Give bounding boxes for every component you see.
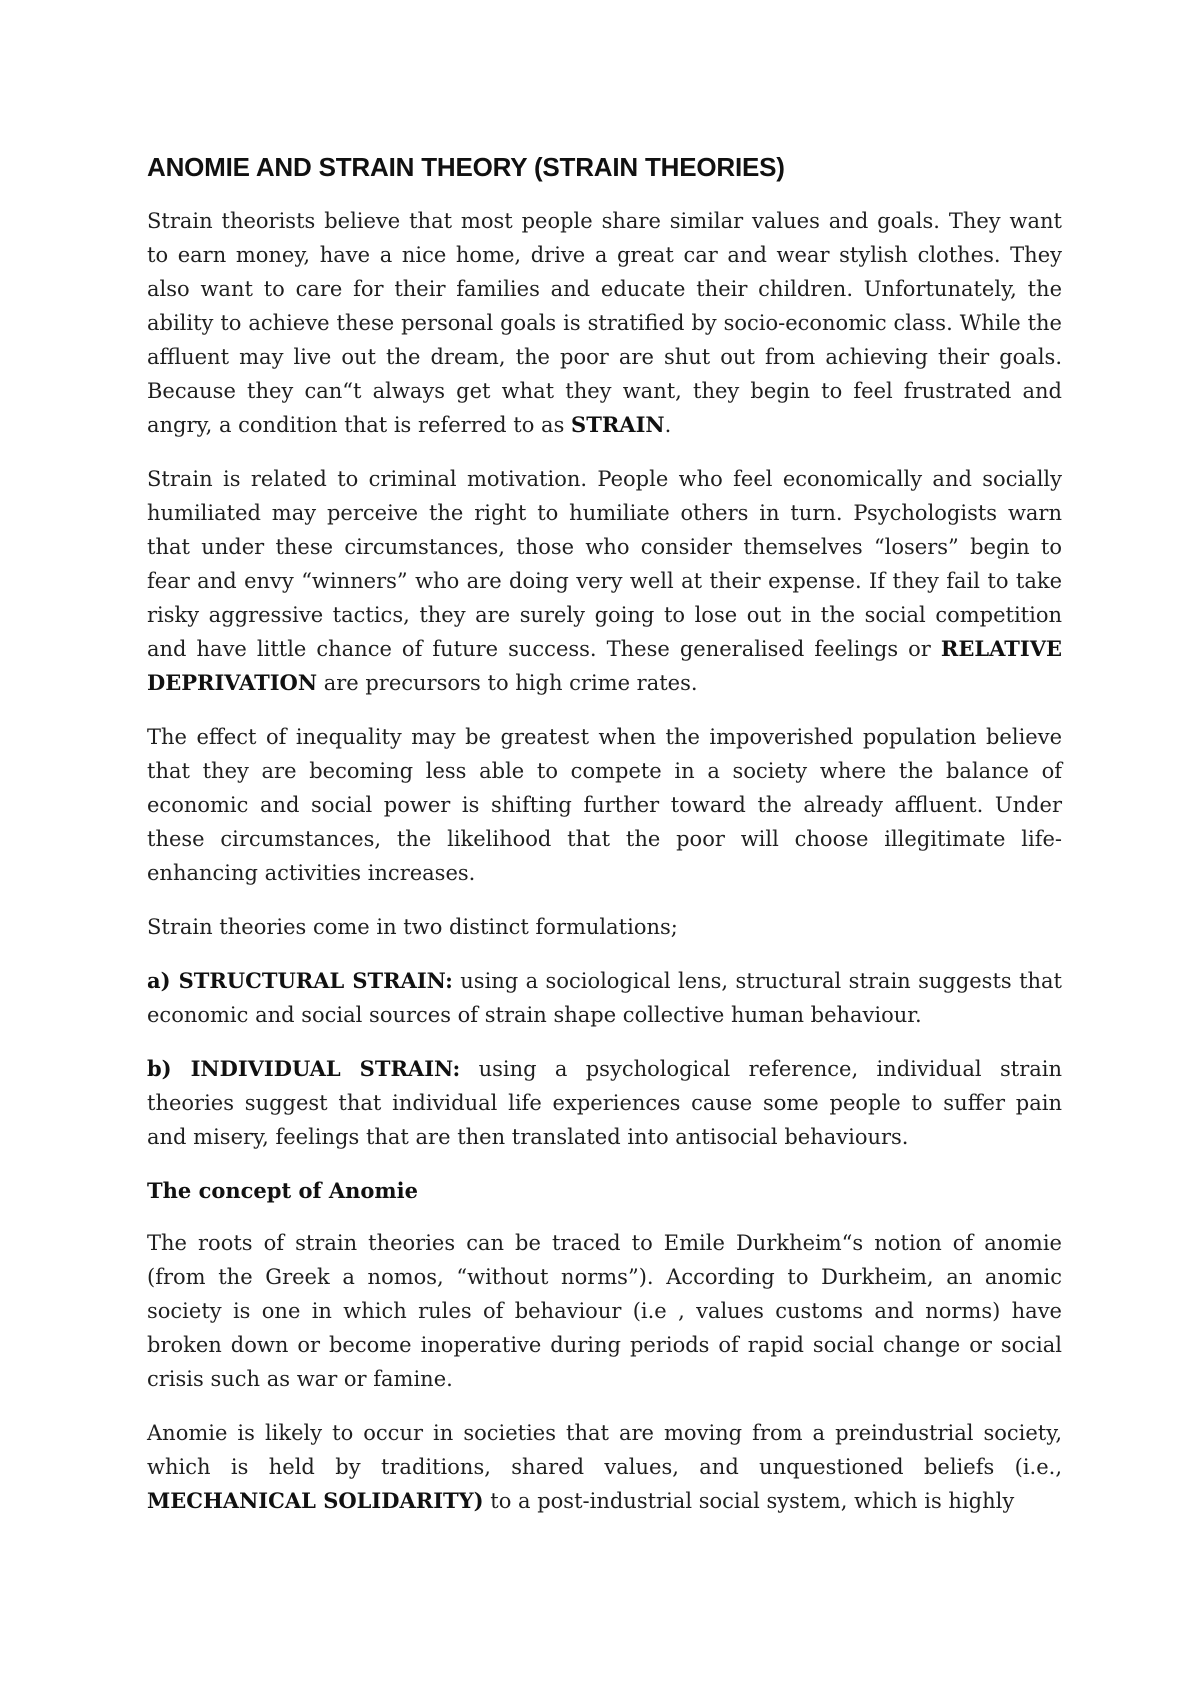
structural-strain-label: a) STRUCTURAL STRAIN: (147, 968, 453, 993)
document-title: ANOMIE AND STRAIN THEORY (STRAIN THEORIES) (147, 152, 785, 182)
paragraph-anomie-societies: Anomie is likely to occur in societies that are moving from a preindustrial society, which is held by traditions, shared values, and unquestioned beliefs (i.e., MECHANICAL SOLIDARITY) to a post-industrial social system, which is highly (147, 1421, 1062, 1513)
paragraph-strain-intro: Strain theorists believe that most people share similar values and goals. They want to earn money, have a nice home, drive a great car and wear stylish clothes. They also want to care for their families and educate their children. Unfortunately, the ability to achieve these personal goals is stratified by socio-economic class. While the affluent may live out the dream, the poor are shut out from achieving their goals. Because they can“t always get what they want, they begin to feel frustrated and angry, a condition that is referred to as STRAIN. (147, 209, 1062, 437)
paragraph-inequality: The effect of inequality may be greatest when the impoverished population believe that they are becoming less able to compete in a society where the balance of economic and social power is shifting further toward the already affluent. Under these circumstances, the likelihood that the poor will choose illegitimate life-enhancing activities increases. (147, 725, 1062, 885)
strain-term: STRAIN (571, 412, 665, 437)
list-item-structural-strain: a) STRUCTURAL STRAIN: using a sociological lens, structural strain suggests that economic and social sources of strain shape collective human behaviour. (147, 968, 1062, 1027)
mechanical-solidarity-term: MECHANICAL SOLIDARITY) (147, 1488, 484, 1513)
section-heading-anomie: The concept of Anomie (147, 1178, 418, 1203)
paragraph-criminal-motivation: Strain is related to criminal motivation. People who feel economically and socially humiliated may perceive the right to humiliate others in turn. Psychologists warn that under these circumstances, those who consider themselves “losers” begin to fear and envy “winners” who are doing very well at their expense. If they fail to take risky aggressive tactics, they are surely going to lose out in the social competition and have little chance of future success. These generalised feelings or RELATIVE DEPRIVATION are precursors to high crime rates. (147, 467, 1062, 695)
relative-deprivation-term: RELATIVE DEPRIVATION (147, 636, 1062, 695)
paragraph-durkheim: The roots of strain theories can be traced to Emile Durkheim“s notion of anomie (from the Greek a nomos, “without norms”). According to Durkheim, an anomic society is one in which rules of behaviour (i.e , values customs and norms) have broken down or become inoperative during periods of rapid social change or social crisis such as war or famine. (147, 1231, 1062, 1391)
document-body (147, 150, 1062, 1538)
individual-strain-label: b) INDIVIDUAL STRAIN: (147, 1056, 461, 1081)
paragraph-formulations-intro: Strain theories come in two distinct formulations; (147, 915, 678, 939)
list-item-individual-strain: b) INDIVIDUAL STRAIN: using a psychological reference, individual strain theories suggest that individual life experiences cause some people to suffer pain and misery, feelings that are then translated into antisocial behaviours. (147, 1056, 1062, 1149)
